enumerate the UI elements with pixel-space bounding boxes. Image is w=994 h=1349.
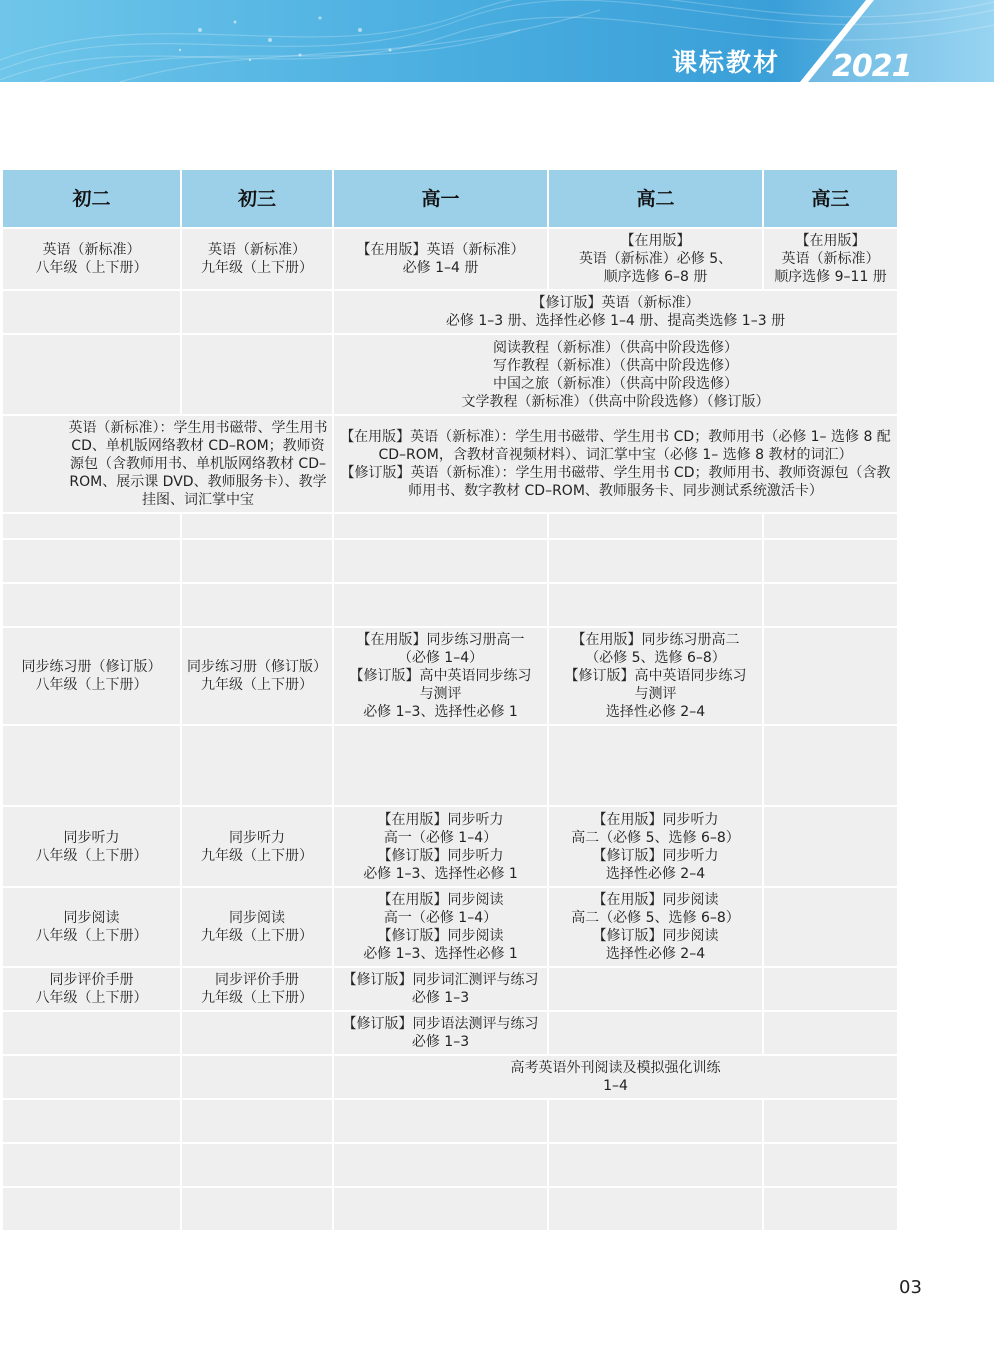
table-cell: 【在用版】英语（新标准） 必修 1–4 册 bbox=[333, 228, 548, 290]
table-row bbox=[2, 1143, 898, 1187]
table-row bbox=[2, 725, 898, 806]
table-cell: 【修订版】英语（新标准） 必修 1–3 册、选择性必修 1–4 册、提高类选修 1–3 册 bbox=[333, 290, 898, 334]
table-cell: 同步评价手册 九年级（上下册） bbox=[181, 967, 333, 1011]
table-cell: 同步阅读 九年级（上下册） bbox=[181, 887, 333, 967]
curriculum-table bbox=[1, 168, 899, 1232]
table-row bbox=[2, 334, 898, 415]
table-cell: 英语（新标准） 八年级（上下册） bbox=[2, 228, 181, 290]
table-cell: 同步听力 九年级（上下册） bbox=[181, 806, 333, 887]
empty-cell bbox=[548, 967, 763, 1011]
table-cell: 同步练习册（修订版） 八年级（上下册） bbox=[2, 627, 181, 725]
table-cell: 【在用版】 英语（新标准）必修 5、 顺序选修 6–8 册 bbox=[548, 228, 763, 290]
table-row bbox=[2, 583, 898, 627]
column-header: 初三 bbox=[181, 169, 333, 228]
banner-year: 2021 bbox=[832, 49, 912, 82]
table-row bbox=[2, 415, 898, 513]
table-cell: 同步阅读 八年级（上下册） bbox=[2, 887, 181, 967]
table-cell: 英语（新标准） 九年级（上下册） bbox=[181, 228, 333, 290]
table-row bbox=[2, 967, 898, 1011]
table-row bbox=[2, 1099, 898, 1143]
empty-cell bbox=[2, 290, 181, 334]
column-header: 高一 bbox=[333, 169, 548, 228]
table-cell: 【在用版】同步听力 高二（必修 5、选修 6–8） 【修订版】同步听力 选择性必修 2–4 bbox=[548, 806, 763, 887]
column-header: 高二 bbox=[548, 169, 763, 228]
table-cell: 高考英语外刊阅读及模拟强化训练 1–4 bbox=[333, 1055, 898, 1099]
table-cell: 英语（新标准）：学生用书磁带、学生用书 CD、单机版网络教材 CD–ROM；教师资源包（含教师用书、单机版网络教材 CD–ROM、展示课 DVD、教师服务卡）、教学挂图、词汇掌中宝 bbox=[2, 415, 333, 513]
table-cell: 【修订版】同步语法测评与练习 必修 1–3 bbox=[333, 1011, 548, 1055]
table-row bbox=[2, 539, 898, 583]
table-cell: 【在用版】 英语（新标准） 顺序选修 9–11 册 bbox=[763, 228, 898, 290]
table-row bbox=[2, 1055, 898, 1099]
empty-cell bbox=[763, 887, 898, 967]
top-banner bbox=[0, 0, 994, 82]
table-cell: 【在用版】同步练习册高二 （必修 5、选修 6–8） 【修订版】高中英语同步练习 与测评 选择性必修 2–4 bbox=[548, 627, 763, 725]
table-row bbox=[2, 1187, 898, 1231]
table-cell: 阅读教程（新标准）（供高中阶段选修） 写作教程（新标准）（供高中阶段选修） 中国之旅（新标准）（供高中阶段选修） 文学教程（新标准）（供高中阶段选修）（修订版） bbox=[333, 334, 898, 415]
table-row bbox=[2, 228, 898, 290]
table-row bbox=[2, 1011, 898, 1055]
table-cell: 【在用版】同步阅读 高一（必修 1–4） 【修订版】同步阅读 必修 1–3、选择性必修 1 bbox=[333, 887, 548, 967]
table-cell: 【在用版】同步听力 高一（必修 1–4） 【修订版】同步听力 必修 1–3、选择性必修 1 bbox=[333, 806, 548, 887]
empty-cell bbox=[763, 806, 898, 887]
column-header: 高三 bbox=[763, 169, 898, 228]
table-cell: 【修订版】同步词汇测评与练习 必修 1–3 bbox=[333, 967, 548, 1011]
table-cell: 同步练习册（修订版） 九年级（上下册） bbox=[181, 627, 333, 725]
table-cell: 【在用版】同步练习册高一 （必修 1–4） 【修订版】高中英语同步练习 与测评 必修 1–3、选择性必修 1 bbox=[333, 627, 548, 725]
empty-cell bbox=[181, 334, 333, 415]
table-row bbox=[2, 806, 898, 887]
table-row bbox=[2, 887, 898, 967]
column-header: 初二 bbox=[2, 169, 181, 228]
table-row bbox=[2, 290, 898, 334]
table-cell: 【在用版】同步阅读 高二（必修 5、选修 6–8） 【修订版】同步阅读 选择性必修 2–4 bbox=[548, 887, 763, 967]
header-row bbox=[2, 169, 898, 228]
empty-cell bbox=[2, 334, 181, 415]
table-cell: 同步评价手册 八年级（上下册） bbox=[2, 967, 181, 1011]
empty-cell bbox=[763, 967, 898, 1011]
page-number: 03 bbox=[899, 1277, 922, 1298]
banner-title: 课标教材 bbox=[672, 48, 781, 77]
table-row bbox=[2, 627, 898, 725]
empty-cell bbox=[763, 627, 898, 725]
empty-cell bbox=[181, 290, 333, 334]
table-cell: 同步听力 八年级（上下册） bbox=[2, 806, 181, 887]
table-row bbox=[2, 513, 898, 539]
table-cell: 【在用版】英语（新标准）：学生用书磁带、学生用书 CD；教师用书（必修 1– 选修 8 配 CD–ROM，含教材音视频材料）、词汇掌中宝（必修 1– 选修 8 教材的词汇） 【修订版】英语（新标准）：学生用书磁带、学生用书 CD；教师用书、教师资源包（含教师用书、数字教材 CD–ROM、教师服务卡、同步测试系统激活卡） bbox=[333, 415, 898, 513]
